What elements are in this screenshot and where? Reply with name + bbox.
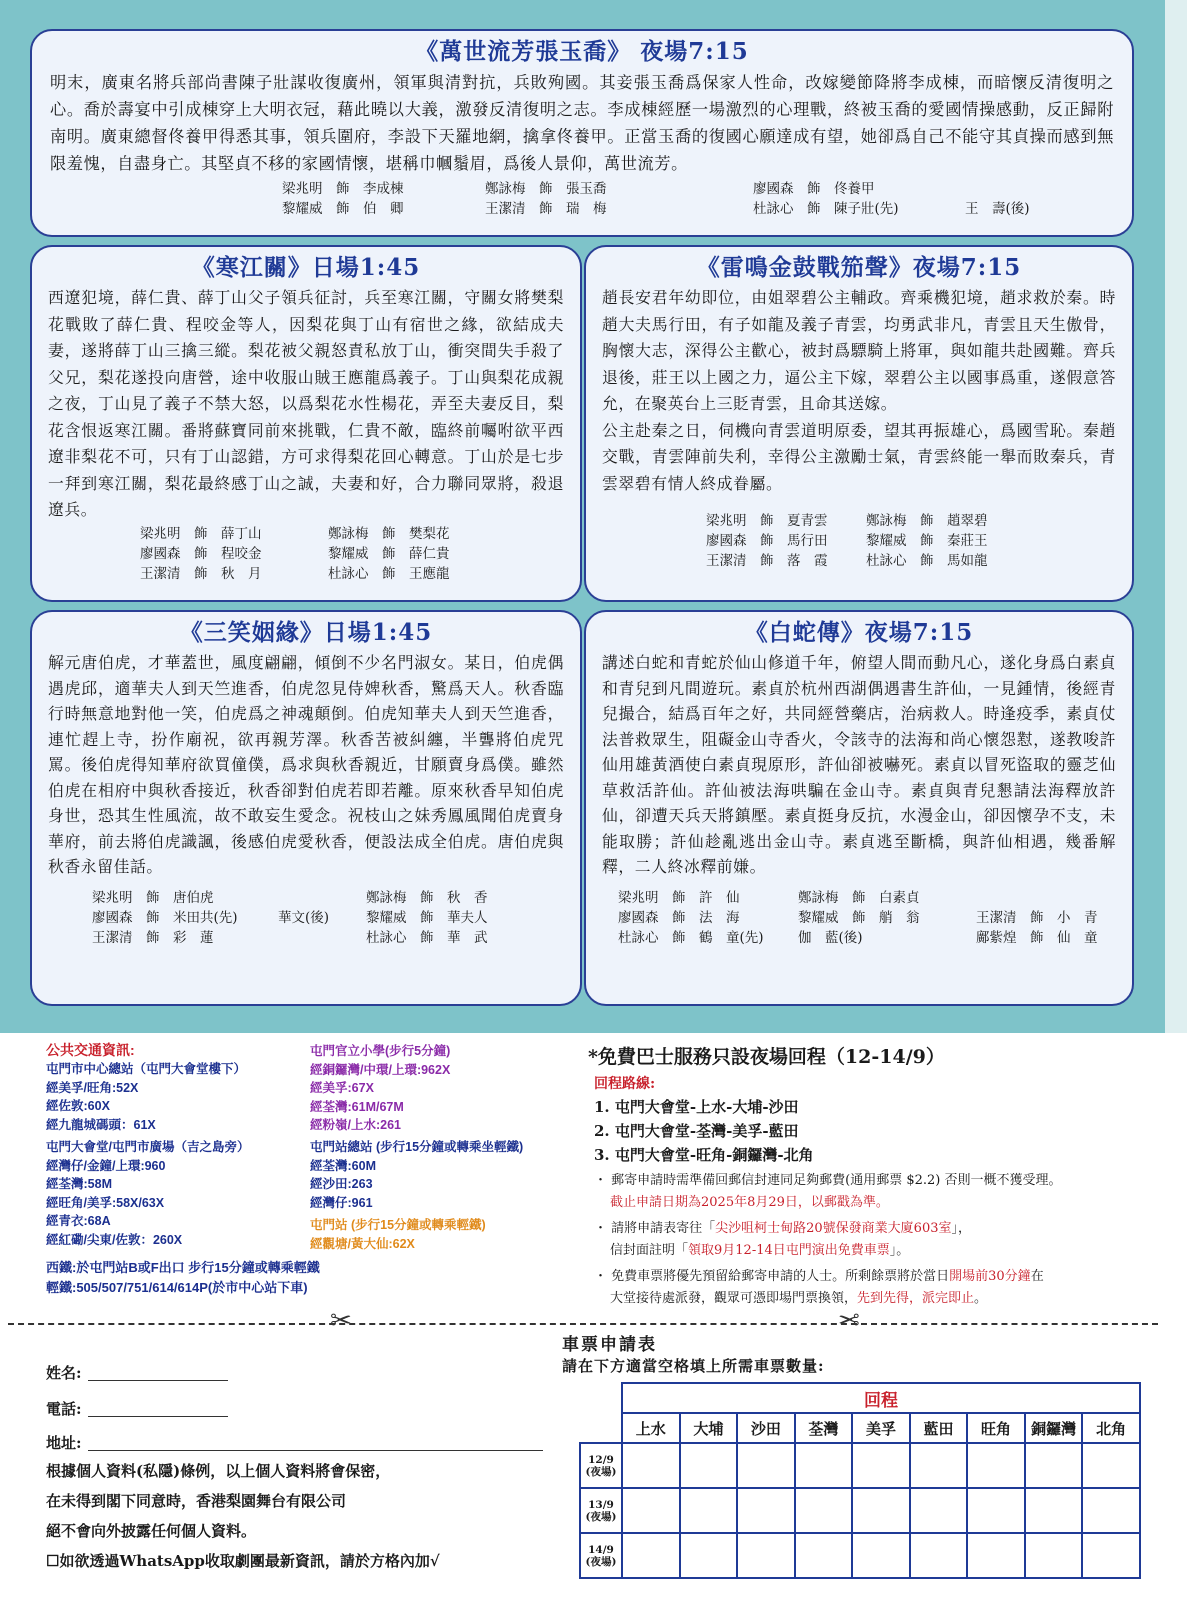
- route-line: 3. 屯門大會堂-旺角-銅鑼灣-北角: [594, 1146, 814, 1164]
- date-text: 12/9: [588, 1453, 614, 1466]
- transport-line: 經旺角/美孚:58X/63X: [46, 1195, 165, 1210]
- note-text: ・ 免費車票將優先預留給郵寄申請的人士。所剩餘票將於當日: [594, 1269, 950, 1284]
- quantity-cell[interactable]: [967, 1488, 1025, 1533]
- cast-row: [48, 928, 564, 948]
- route-line: 1. 屯門大會堂-上水-大埔-沙田: [594, 1098, 799, 1116]
- rail-info: [46, 1258, 320, 1298]
- date-cell: [580, 1443, 622, 1488]
- quantity-cell[interactable]: [1025, 1533, 1083, 1578]
- cast-list: [602, 511, 1116, 571]
- cast-entry: 黎耀威 飾 華夫人: [366, 909, 488, 926]
- cast-entry: 王潔清 飾 小 青: [976, 909, 1098, 926]
- quantity-cell[interactable]: [622, 1488, 680, 1533]
- note-highlight: 領取9月12-14日屯門演出免費車票: [688, 1243, 890, 1258]
- cast-entry: 黎耀威 飾 薛仁貴: [328, 545, 450, 562]
- transport-line: 屯門官立小學(步行5分鐘): [310, 1044, 451, 1058]
- date-cell: [580, 1488, 622, 1533]
- transport-line: 經美孚/旺角:52X: [46, 1080, 139, 1095]
- date-cell: [580, 1533, 622, 1578]
- cast-entry: 梁兆明 飾 夏青雲: [706, 513, 828, 529]
- location-cell: 荃灣: [795, 1413, 853, 1443]
- synopsis-paragraph: 解元唐伯虎，才華蓋世，風度翩翩，傾倒不少名門淑女。某日，伯虎偶遇虎邱，適華夫人到天竺進香，伯虎忽見侍婢秋香，驚爲天人。秋香臨行時無意地對他一笑，伯虎爲之神魂顛倒。伯虎知華夫人到天竺進香，連忙趕上寺，扮作廟祝，欲再親芳澤。秋香苦被糾纏，半聾將伯虎咒罵。後伯虎得知華府欲買僮僕，爲求與秋香親近，甘願賣身爲僕。雖然伯虎在相府中與秋香接近，秋香卻對伯虎若即若離。原來秋香早知伯虎身世，恐其生性風流，故不敢妄生愛念。祝枝山之妹秀鳳風聞伯虎賣身華府，前去將伯虎識諷，後感伯虎愛秋香，便設法成全伯虎。唐伯虎與秋香永留佳話。: [48, 653, 564, 876]
- cast-list: [48, 524, 564, 584]
- cast-entry: 梁兆明 飾 唐伯虎: [92, 889, 214, 906]
- address-field[interactable]: [88, 1450, 543, 1451]
- synopsis-paragraph: 西遼犯境，薛仁貴、薛丁山父子領兵征討，兵至寒江關，守關女將樊梨花戰敗了薛仁貴、程咬金等人，因梨花與丁山有宿世之緣，欲結成夫妻，遂將薛丁山三擒三縱。梨花被父親怒責私放丁山，衝突間失手殺了父兄，梨花遂投向唐營，途中收服山賊王應龍爲義子。丁山與梨花成親之夜，丁山見了義子不禁大怒，以爲梨花水性楊花，弄至夫妻反目，梨花含恨返寒江關。番將蘇寶同前來挑戰，仁貴不敵，臨終前囑咐欲平西遼非梨花不可，只有丁山認錯，方可求得梨花回心轉意。丁山於是七步一拜到寒江關，梨花最終感丁山之誠，夫妻和好，合力聯同眾將，殺退遼兵。: [48, 288, 564, 519]
- panel-wanshi: [30, 29, 1134, 237]
- cast-entry: 鄭詠梅 飾 秋 香: [366, 889, 488, 906]
- note-line: [594, 1266, 1044, 1288]
- note-distribution: [594, 1266, 1044, 1310]
- ticket-form-title: 車票申請表: [562, 1335, 657, 1355]
- ticket-header-row: [580, 1383, 1140, 1413]
- transport-line: 經荃灣:60M: [310, 1158, 376, 1173]
- scissors-icon: ✂: [838, 1306, 860, 1336]
- cast-entry: 廖國森 飾 佟養甲: [753, 181, 875, 197]
- transport-line: 經九龍城碼頭：61X: [46, 1117, 156, 1132]
- transport-line: 經美孚:67X: [310, 1081, 374, 1095]
- quantity-cell[interactable]: [737, 1533, 795, 1578]
- cast-entry: 黎耀威 飾 艄 翁: [798, 909, 920, 926]
- cast-row: [48, 564, 564, 584]
- cast-entry: 梁兆明 飾 許 仙: [618, 889, 740, 906]
- quantity-cell[interactable]: [967, 1443, 1025, 1488]
- transport-list-a: [46, 1060, 249, 1249]
- note-line: [594, 1218, 971, 1240]
- quantity-cell[interactable]: [795, 1443, 853, 1488]
- location-cell: 沙田: [737, 1413, 795, 1443]
- note-highlight: 先到先得，派完即止: [857, 1291, 975, 1306]
- transport-line: 經荃灣:61M/67M: [310, 1099, 404, 1114]
- transport-line: 屯門大會堂/屯門市廣場（吉之島旁）: [46, 1140, 250, 1154]
- session-text: (夜場): [585, 1510, 617, 1523]
- ticket-date-row: [580, 1533, 1140, 1578]
- quantity-cell[interactable]: [1025, 1443, 1083, 1488]
- cast-row: [48, 544, 564, 564]
- panel-sanxiao: [30, 610, 582, 1006]
- note-highlight: 尖沙咀柯士甸路20號保發商業大廈603室: [715, 1221, 952, 1236]
- quantity-cell[interactable]: [910, 1443, 968, 1488]
- panel-synopsis: [602, 285, 1116, 497]
- transport-line: 經荃灣:58M: [46, 1177, 112, 1191]
- cast-entry: 鄺紫煌 飾 仙 童: [976, 929, 1098, 946]
- synopsis-paragraph: 趙長安君年幼即位，由姐翠碧公主輔政。齊乘機犯境，趙求救於秦。時趙大夫馬行田，有子如龍及義子青雲，均勇武非凡，青雲且天生傲骨，胸懷大志，深得公主歡心，被封爲驃騎上將軍，與如龍共赴國難。齊兵退後，莊王以上國之力，逼公主下嫁，翠碧公主以國事爲重，遂假意答允，在聚英台上三貶青雲，且命其送嫁。: [602, 288, 1116, 413]
- transport-line: 屯門站總站 (步行15分鐘或轉乘坐輕鐵): [310, 1140, 524, 1154]
- synopsis-paragraph: 講述白蛇和青蛇於仙山修道千年，俯望人間而動凡心，遂化身爲白素貞和青兒到凡間遊玩。素貞於杭州西湖偶遇書生許仙，一見鍾情，後經青兒撮合，結爲百年之好，共同經營藥店，治病救人。時逢疫季，素貞仗法普救眾生，阻礙金山寺香火，令該寺的法海和尚心懷怨懟，遂教唆許仙用雄黃酒使白素貞現原形，許仙卻被嚇死。素貞以冒死盜取的靈芝仙草救活許仙。許仙被法海哄騙在金山寺。素貞與青兒懇請法海釋放許仙，卻遭天兵天將鎮壓。素貞挺身反抗，水漫金山，卻因懷孕不支，未能取勝；許仙趁亂逃出金山寺。素貞逃至斷橋，與許仙相遇，幾番解釋，二人終冰釋前嫌。: [602, 653, 1116, 876]
- quantity-cell[interactable]: [737, 1443, 795, 1488]
- quantity-cell[interactable]: [737, 1488, 795, 1533]
- note-postage: [594, 1170, 1062, 1214]
- note-text: ・ 請將申請表寄往「: [594, 1221, 716, 1236]
- cast-row: [48, 908, 564, 928]
- transport-line: 屯門站 (步行15分鐘或轉乘輕鐵): [310, 1218, 486, 1232]
- panel-synopsis: [48, 285, 564, 524]
- ticket-table: [579, 1382, 1141, 1579]
- synopsis-paragraph: 公主赴秦之日，伺機向青雲道明原委，望其再振雄心，爲國雪恥。秦趙交戰，青雲陣前失利，幸得公主激勵士氣，青雲終能一舉而敗秦兵，青雲翠碧有情人終成眷屬。: [602, 420, 1116, 493]
- transport-line: 經佐敦:60X: [46, 1099, 110, 1113]
- panel-baishe: [584, 610, 1134, 1006]
- note-text: 。: [974, 1291, 988, 1306]
- note-text: 信封面註明「: [610, 1243, 689, 1258]
- location-cell: 美孚: [852, 1413, 910, 1443]
- transport-line: 經紅磡/尖東/佐敦：260X: [46, 1232, 183, 1247]
- transport-line: 經青衣:68A: [46, 1214, 111, 1228]
- date-text: 14/9: [588, 1543, 614, 1556]
- privacy-line: 在未得到閣下同意時，香港梨園舞台有限公司: [46, 1492, 347, 1510]
- cast-entry: 杜詠心 飾 陳子壯(先): [753, 201, 899, 217]
- cast-row: [602, 531, 1116, 551]
- quantity-cell[interactable]: [680, 1488, 738, 1533]
- transport-list-b: [310, 1042, 450, 1135]
- cast-entry: 王潔清 飾 瑞 梅: [485, 201, 607, 217]
- quantity-cell[interactable]: [795, 1488, 853, 1533]
- cast-entry: 黎耀威 飾 伯 卿: [282, 201, 404, 217]
- cast-entry: 廖國森 飾 馬行田: [706, 533, 828, 549]
- cast-entry: 杜詠心 飾 王應龍: [328, 565, 450, 582]
- transport-title: 公共交通資訊:: [46, 1042, 135, 1058]
- cast-entry: 黎耀威 飾 秦莊王: [866, 533, 988, 549]
- note-text: 」，: [951, 1221, 972, 1236]
- quantity-cell[interactable]: [795, 1533, 853, 1578]
- quantity-cell[interactable]: [680, 1443, 738, 1488]
- panel-leiming: [584, 245, 1134, 602]
- session-text: (夜場): [585, 1465, 617, 1478]
- location-cell: 北角: [1082, 1413, 1140, 1443]
- cast-row: [602, 908, 1116, 928]
- cast-entry: 華文(後): [278, 909, 330, 926]
- panel-title: 《雷鳴金鼓戰笳聲》夜場7:15: [696, 254, 1022, 281]
- route-label: 回程路線:: [594, 1076, 656, 1092]
- panel-synopsis: [48, 650, 564, 880]
- quantity-cell[interactable]: [852, 1443, 910, 1488]
- location-cell: 大埔: [680, 1413, 738, 1443]
- name-label: 姓名:: [46, 1364, 82, 1382]
- name-field[interactable]: [88, 1380, 228, 1381]
- phone-field[interactable]: [88, 1416, 228, 1417]
- cast-entry: 梁兆明 飾 薛丁山: [140, 525, 262, 542]
- note-text: 」。: [889, 1243, 910, 1258]
- cast-entry: 杜詠心 飾 馬如龍: [866, 553, 988, 569]
- quantity-cell[interactable]: [852, 1533, 910, 1578]
- ticket-location-row: [580, 1413, 1140, 1443]
- cast-row: [50, 199, 1114, 219]
- cast-list: [48, 888, 564, 948]
- cast-entry: 王潔清 飾 落 霞: [706, 553, 828, 569]
- cast-entry: 伽 藍(後): [798, 929, 863, 946]
- transport-line: 經沙田:263: [310, 1177, 373, 1191]
- quantity-cell[interactable]: [622, 1443, 680, 1488]
- cast-row: [48, 888, 564, 908]
- cast-entry: 廖國森 飾 程咬金: [140, 545, 262, 562]
- cast-entry: 鄭詠梅 飾 張玉喬: [485, 181, 607, 197]
- location-cell: 藍田: [910, 1413, 968, 1443]
- location-cell: 銅鑼灣: [1025, 1413, 1083, 1443]
- phone-label: 電話:: [46, 1400, 82, 1418]
- synopsis-paragraph: 明末，廣東名將兵部尚書陳子壯謀收復廣州，領軍與清對抗，兵敗殉國。其妾張玉喬爲保家人性命，改嫁變節降將李成棟，而暗懷反清復明之心。喬於壽宴中引成棟穿上大明衣冠，藉此曉以大義，激發反清復明之志。李成棟經歷一場激烈的心理戰，終被玉喬的愛國情操感動，反正歸附南明。廣東總督佟養甲得悉其事，領兵圍府，李設下天羅地網，擒拿佟養甲。正當玉喬的復國心願達成有望，她卻爲自己不能守其貞操而感到無限羞愧，自盡身亡。其堅貞不移的家國情懷，堪稱巾幗鬚眉，爲後人景仰，萬世流芳。: [50, 73, 1114, 173]
- rail-line: 西鐵:於屯門站B或F出口 步行15分鐘或轉乘輕鐵: [46, 1260, 320, 1275]
- date-text: 13/9: [588, 1498, 614, 1511]
- rail-line: 輕鐵:505/507/751/614/614P(於市中心站下車): [46, 1280, 308, 1295]
- ticket-date-row: [580, 1488, 1140, 1533]
- cast-entry: 廖國森 飾 米田共(先): [92, 909, 238, 926]
- cast-list: [602, 888, 1116, 948]
- ticket-corner: [580, 1383, 622, 1413]
- panel-hanjiang: [30, 245, 582, 602]
- transport-line: 經灣仔/金鐘/上環:960: [46, 1158, 166, 1173]
- note-address: [594, 1218, 971, 1262]
- scissors-icon: ✂: [330, 1306, 352, 1336]
- transport-line: 屯門市中心總站（屯門大會堂樓下）: [46, 1062, 247, 1076]
- session-text: (夜場): [585, 1555, 617, 1568]
- note-line: [594, 1240, 971, 1262]
- cast-entry: 鄭詠梅 飾 趙翠碧: [866, 513, 988, 529]
- cast-entry: 梁兆明 飾 李成棟: [282, 181, 404, 197]
- location-cell: 上水: [622, 1413, 680, 1443]
- panel-title: 《白蛇傳》夜場7:15: [744, 619, 974, 646]
- ticket-corner: [580, 1413, 622, 1443]
- transport-line: 經灣仔:961: [310, 1195, 373, 1210]
- address-label: 地址:: [46, 1434, 82, 1452]
- quantity-cell[interactable]: [1082, 1488, 1140, 1533]
- ticket-date-row: [580, 1443, 1140, 1488]
- cast-row: [602, 551, 1116, 571]
- transport-line: 經粉嶺/上水:261: [310, 1118, 401, 1132]
- cast-entry: 廖國森 飾 法 海: [618, 909, 740, 926]
- note-deadline: 截止申請日期為2025年8月29日，以郵戳為準。: [610, 1195, 889, 1210]
- whatsapp-checkbox[interactable]: ☐如欲透過WhatsApp收取劇團最新資訊，請於方格內加√: [46, 1552, 440, 1570]
- cast-entry: 杜詠心 飾 鶴 童(先): [618, 929, 764, 946]
- quantity-cell[interactable]: [1082, 1533, 1140, 1578]
- note-highlight: 開場前30分鐘: [949, 1269, 1031, 1284]
- cut-line: [8, 1323, 1158, 1325]
- panel-synopsis: [50, 69, 1114, 177]
- privacy-line: 絕不會向外披露任何個人資料。: [46, 1522, 257, 1540]
- shuttle-heading: *免費巴士服務只設夜場回程（12-14/9）: [588, 1046, 945, 1068]
- panel-title: 《萬世流芳張玉喬》 夜場7:15: [415, 38, 749, 65]
- transport-line: 經銅鑼灣/中環/上環:962X: [310, 1062, 451, 1077]
- cast-row: [48, 524, 564, 544]
- cast-entry: 鄭詠梅 飾 白素貞: [798, 889, 920, 906]
- quantity-cell[interactable]: [910, 1488, 968, 1533]
- quantity-cell[interactable]: [680, 1533, 738, 1578]
- quantity-cell[interactable]: [967, 1533, 1025, 1578]
- route-line: 2. 屯門大會堂-荃灣-美孚-藍田: [594, 1122, 799, 1140]
- right-edge-strip: [1165, 0, 1187, 1033]
- cast-row: [602, 888, 1116, 908]
- panel-synopsis: [602, 650, 1116, 880]
- quantity-cell[interactable]: [910, 1533, 968, 1578]
- cast-entry: 鄭詠梅 飾 樊梨花: [328, 525, 450, 542]
- ticket-form-subtitle: 請在下方適當空格填上所需車票數量:: [562, 1357, 825, 1375]
- quantity-cell[interactable]: [622, 1533, 680, 1578]
- cast-entry: 王 壽(後): [965, 201, 1030, 217]
- location-cell: 旺角: [967, 1413, 1025, 1443]
- panel-title: 《寒江關》日場1:45: [191, 254, 421, 281]
- cast-entry: 王潔清 飾 秋 月: [140, 565, 262, 582]
- note-line: [594, 1288, 1044, 1310]
- transport-list-d: [310, 1216, 486, 1253]
- note-line: ・ 郵寄申請時需準備回郵信封連同足夠郵費(通用郵票 $2.2) 否則一概不獲受理。: [594, 1173, 1062, 1188]
- ticket-header: 回程: [622, 1383, 1140, 1413]
- transport-line: 經觀塘/黃大仙:62X: [310, 1236, 415, 1251]
- cast-entry: 王潔清 飾 彩 蓮: [92, 929, 214, 946]
- note-text: 在: [1030, 1269, 1044, 1284]
- note-text: 大堂接待處派發，觀眾可憑即場門票換領，: [610, 1291, 858, 1306]
- cast-row: [50, 179, 1114, 199]
- panel-title: 《三笑姻緣》日場1:45: [179, 619, 433, 646]
- cast-entry: 杜詠心 飾 華 武: [366, 929, 488, 946]
- cast-list: [50, 179, 1114, 219]
- transport-list-c: [310, 1138, 523, 1212]
- quantity-cell[interactable]: [852, 1488, 910, 1533]
- privacy-line: 根據個人資料(私隱)條例，以上個人資料將會保密，: [46, 1462, 391, 1480]
- quantity-cell[interactable]: [1025, 1488, 1083, 1533]
- cast-row: [602, 511, 1116, 531]
- quantity-cell[interactable]: [1082, 1443, 1140, 1488]
- cast-row: [602, 928, 1116, 948]
